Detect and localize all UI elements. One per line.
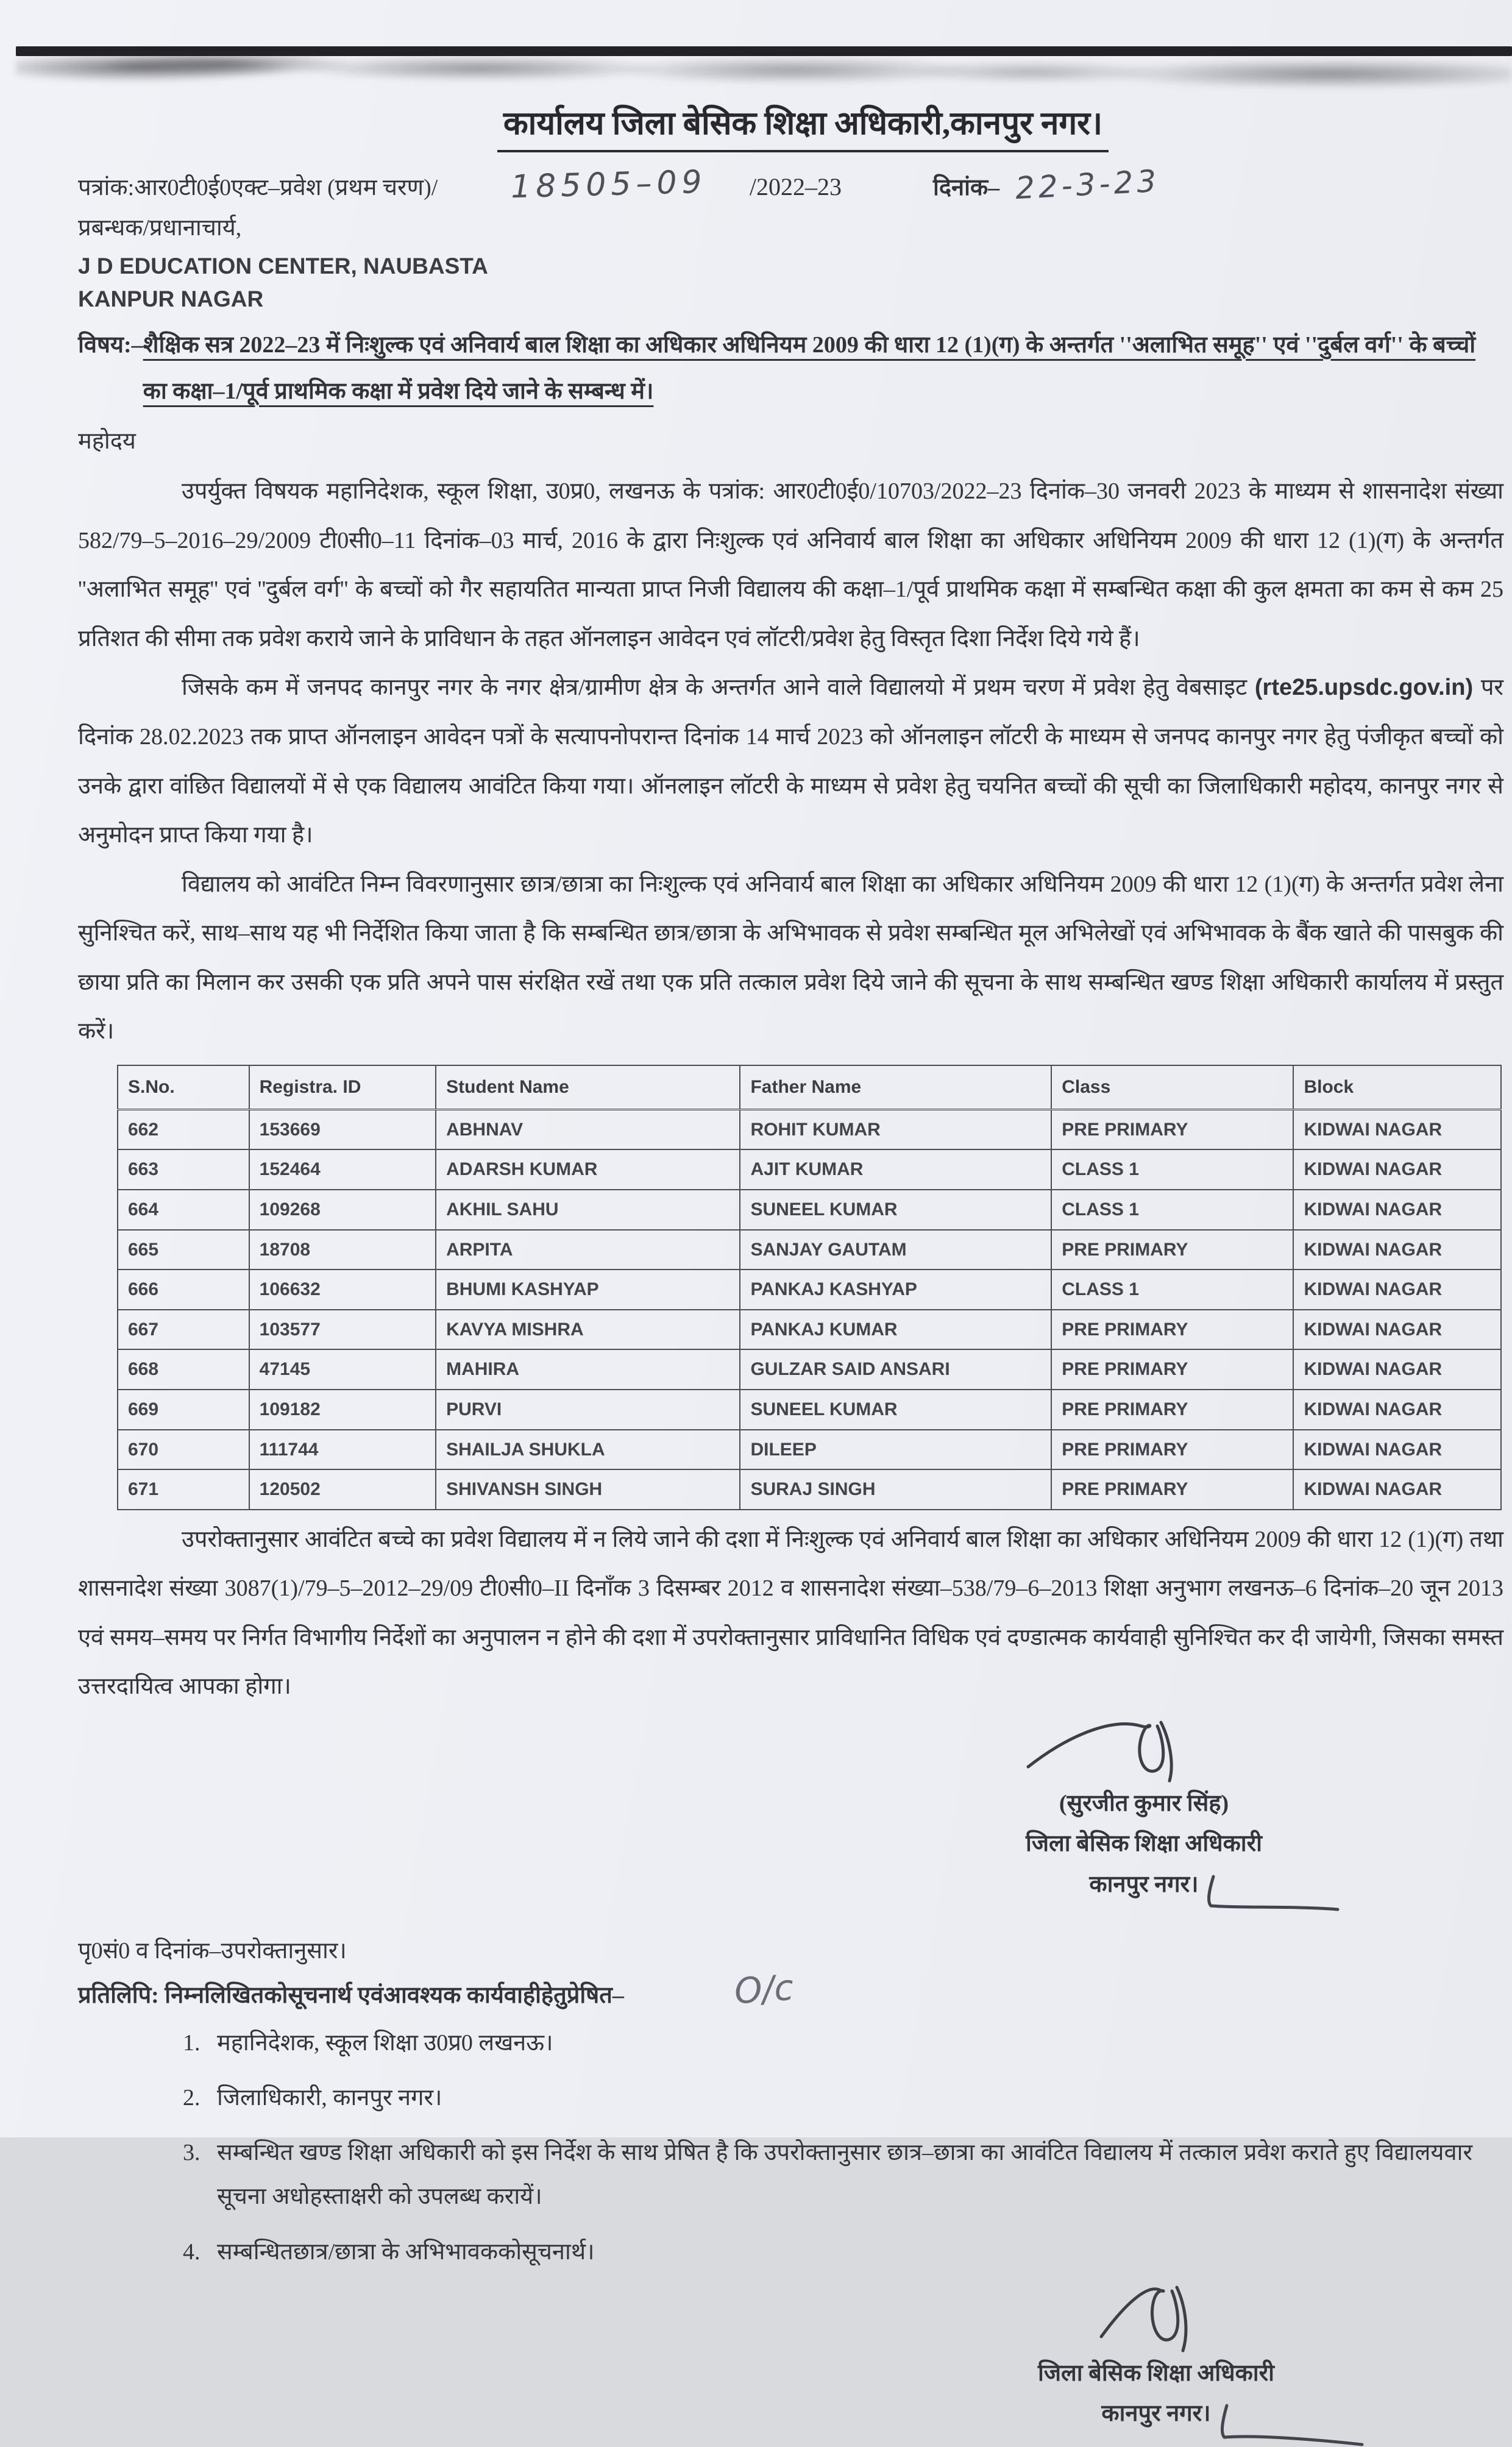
addressee-district: KANPUR NAGAR (78, 286, 264, 312)
table-cell: 665 (118, 1230, 249, 1270)
table-header-row (118, 1065, 1501, 1110)
signature-flourish-2 (1215, 2404, 1367, 2447)
copy-list-item: 2. जिलाधिकारी, कानपुर नगर। (206, 2076, 1472, 2120)
signatory-place-text-1: कानपुर नगर। (1089, 1871, 1199, 1897)
table-cell: SUNEEL KUMAR (740, 1190, 1051, 1230)
table-cell: KIDWAI NAGAR (1293, 1230, 1501, 1270)
table-cell: 120502 (249, 1469, 436, 1510)
table-header-cell: Class (1051, 1065, 1293, 1110)
para2-post: पर दिनांक 28.02.2023 तक प्राप्त ऑनलाइन आवेदन पत्रों के सत्यापनोपरान्त दिनांक 14 मार्च 2023 को ऑनलाइन लॉटरी के माध्यम से जनपद कानपुर नगर हेतु पंजीकृत बच्चों को उनके द्वारा वांछित विद्यालयों में से एक विद्यालय आवंटित किया गया। ऑनलाइन लॉटरी के माध्यम से प्रवेश हेतु चयनित बच्चों की सूची का जिलाधिकारी महोदय, कानपुर नगर से अनुमोदन प्राप्त किया गया है। (78, 675, 1503, 848)
table-header-cell: Registra. ID (249, 1065, 436, 1110)
students-table (117, 1065, 1502, 1510)
table-cell: 663 (118, 1149, 249, 1190)
table-cell: 667 (118, 1310, 249, 1350)
endorsement-ref: पृ0सं0 व दिनांक–उपरोक्तानुसार। (78, 1938, 347, 1964)
table-cell: SHIVANSH SINGH (436, 1469, 740, 1510)
table-cell: 18708 (249, 1230, 436, 1270)
table-cell: 664 (118, 1190, 249, 1230)
table-header-cell: S.No. (118, 1065, 249, 1110)
table-cell: PRE PRIMARY (1051, 1430, 1293, 1470)
table-cell: CLASS 1 (1051, 1190, 1293, 1230)
table-header-cell: Block (1293, 1065, 1501, 1110)
table-row (118, 1270, 1501, 1310)
signature-flourish-1 (1202, 1875, 1343, 1912)
addressee-school: J D EDUCATION CENTER, NAUBASTA (78, 254, 488, 279)
table-row (118, 1310, 1501, 1350)
body-paragraph-2 (78, 663, 1503, 859)
table-header-cell: Father Name (740, 1065, 1051, 1110)
table-cell: 666 (118, 1270, 249, 1310)
signatory-place-1 (912, 1864, 1375, 1905)
table-cell: PANKAJ KASHYAP (740, 1270, 1051, 1310)
students-table-head (118, 1065, 1501, 1110)
date-handwritten: 22-3-23 (1014, 163, 1161, 206)
addressee-designation: प्रबन्धक/प्रधानाचार्य, (78, 215, 242, 241)
table-cell: 669 (118, 1390, 249, 1430)
table-row (118, 1109, 1501, 1149)
table-cell: KIDWAI NAGAR (1293, 1270, 1501, 1310)
table-cell: ROHIT KUMAR (740, 1109, 1051, 1149)
body-paragraph-3: विद्यालय को आवंटित निम्न विवरणानुसार छात्र/छात्रा का निःशुल्क एवं अनिवार्य बाल शिक्षा का अधिकार अधिनियम 2009 की धारा 12 (1)(ग) के अन्तर्गत प्रवेश लेना सुनिश्चित करें, साथ–साथ यह भी निर्देशित किया जाता है कि सम्बन्धित छात्र/छात्रा के अभिभावक से प्रवेश सम्बन्धित मूल अभिलेखों एवं अभिभावक के बैंक खाते की पासबुक की छाया प्रति का मिलान कर उसकी एक प्रति अपने पास संरक्षित रखें तथा एक प्रति तत्काल प्रवेश दिये जाने की सूचना के साथ सम्बन्धित खण्ड शिक्षा अधिकारी कार्यालय में प्रस्तुत करें। (78, 871, 1503, 1045)
signatory-place-text-2: कानपुर नगर। (1101, 2401, 1211, 2427)
table-cell: 670 (118, 1430, 249, 1470)
table-row (118, 1190, 1501, 1230)
office-copy-notation: O/c (733, 1966, 795, 2012)
table-cell: 109182 (249, 1390, 436, 1430)
table-cell: AKHIL SAHU (436, 1190, 740, 1230)
signature-scribble-1 (1016, 1715, 1272, 1788)
signature-scribble-2 (1028, 2279, 1284, 2358)
table-cell: 662 (118, 1109, 249, 1149)
table-cell: 671 (118, 1469, 249, 1510)
subject-text: शैक्षिक सत्र 2022–23 में निःशुल्क एवं अनिवार्य बाल शिक्षा का अधिकार अधिनियम 2009 की धारा 12 (1)(ग) के अन्तर्गत ''अलाभित समूह'' एवं ''दुर्बल वर्ग'' के बच्चों का कक्षा–1/पूर्व प्राथमिक कक्षा में प्रवेश दिये जाने के सम्बन्ध में। (143, 332, 1476, 404)
table-cell: PANKAJ KUMAR (740, 1310, 1051, 1350)
table-cell: 152464 (249, 1149, 436, 1190)
table-row (118, 1430, 1501, 1470)
table-cell: KIDWAI NAGAR (1293, 1430, 1501, 1470)
copy-list-item: 1. महानिदेशक, स्कूल शिक्षा उ0प्र0 लखनऊ। (206, 2021, 1472, 2065)
table-cell: 153669 (249, 1109, 436, 1149)
table-cell: SURAJ SINGH (740, 1469, 1051, 1510)
ref-year: /2022–23 (749, 172, 842, 201)
office-title: कार्यालय जिला बेसिक शिक्षा अधिकारी,कानपुर नगर। (497, 105, 1109, 152)
table-cell: DILEEP (740, 1430, 1051, 1470)
table-cell: PRE PRIMARY (1051, 1349, 1293, 1390)
letterhead (102, 102, 1503, 152)
table-cell: CLASS 1 (1051, 1149, 1293, 1190)
table-cell: BHUMI KASHYAP (436, 1270, 740, 1310)
signatory-title-2: जिला बेसिक शिक्षा अधिकारी (1038, 2360, 1274, 2386)
table-cell: PRE PRIMARY (1051, 1469, 1293, 1510)
ref-printed-text: पत्रांक:आर0टी0ई0एक्ट–प्रवेश (प्रथम चरण)/ (78, 174, 438, 201)
signatory-title-1: जिला बेसिक शिक्षा अधिकारी (1026, 1831, 1262, 1857)
table-cell: KIDWAI NAGAR (1293, 1190, 1501, 1230)
table-cell: KIDWAI NAGAR (1293, 1149, 1501, 1190)
table-cell: KIDWAI NAGAR (1293, 1310, 1501, 1350)
table-cell: PRE PRIMARY (1051, 1230, 1293, 1270)
table-cell: KIDWAI NAGAR (1293, 1349, 1501, 1390)
table-cell: SUNEEL KUMAR (740, 1390, 1051, 1430)
table-cell: AJIT KUMAR (740, 1149, 1051, 1190)
signatory-place-2 (925, 2393, 1388, 2434)
table-cell: PRE PRIMARY (1051, 1109, 1293, 1149)
body-paragraph-4: उपरोक्तानुसार आवंटित बच्चे का प्रवेश विद्यालय में न लिये जाने की दशा में निःशुल्क एवं अनिवार्य बाल शिक्षा का अधिकार अधिनियम 2009 की धारा 12 (1)(ग) तथा शासनादेश संख्या 3087(1)/79–5–2012–29/09 टी0सी0–II दिनाँक 3 दिसम्बर 2012 व शासनादेश संख्या–538/79–6–2013 शिक्षा अनुभाग लखनऊ–6 दिनांक–20 जून 2013 एवं समय–समय पर निर्गत विभागीय निर्देशों का अनुपालन न होने की दशा में उपरोक्तानुसार प्राविधानित विधिक एवं दण्डात्मक कार्यवाही सुनिश्चित कर दी जायेगी, जिसका समस्त उत्तरदायित्व आपका होगा। (78, 1526, 1503, 1700)
table-cell: CLASS 1 (1051, 1270, 1293, 1310)
copy-list (78, 2021, 1503, 2274)
signature-block-2 (925, 2279, 1388, 2434)
copy-list-item: 3. सम्बन्धित खण्ड शिक्षा अधिकारी को इस निर्देश के साथ प्रेषित है कि उपरोक्तानुसार छात्र–छात्रा का आवंटित विद्यालय में तत्काल प्रवेश कराते हुए विद्यालयवार सूचना अधोहस्ताक्षरी को उपलब्ध करायें। (206, 2131, 1472, 2218)
subject-label: विषय:– (78, 332, 143, 358)
para2-pre: जिसके कम में जनपद कानपुर नगर के नगर क्षेत्र/ग्रामीण क्षेत्र के अन्तर्गत आने वाले विद्यालयो में प्रथम चरण में प्रवेश हेतु वेबसाइट (182, 675, 1255, 701)
table-row (118, 1149, 1501, 1190)
table-cell: PURVI (436, 1390, 740, 1430)
table-cell: 109268 (249, 1190, 436, 1230)
table-cell: ADARSH KUMAR (436, 1149, 740, 1190)
table-cell: KIDWAI NAGAR (1293, 1390, 1501, 1430)
table-cell: 103577 (249, 1310, 436, 1350)
table-cell: KAVYA MISHRA (436, 1310, 740, 1350)
table-row (118, 1230, 1501, 1270)
reference-line (78, 161, 1503, 208)
subject-line (78, 322, 1503, 414)
table-cell: ABHNAV (436, 1109, 740, 1149)
table-cell: PRE PRIMARY (1051, 1310, 1293, 1350)
students-table-body (118, 1109, 1501, 1509)
signature-block-1 (912, 1715, 1375, 1905)
table-cell: 47145 (249, 1349, 436, 1390)
table-row (118, 1390, 1501, 1430)
table-cell: SHAILJA SHUKLA (436, 1430, 740, 1470)
table-cell: ARPITA (436, 1230, 740, 1270)
table-cell: KIDWAI NAGAR (1293, 1109, 1501, 1149)
salutation: महोदय (78, 428, 136, 454)
date-label: दिनांक– (933, 174, 1000, 201)
table-header-cell: Student Name (436, 1065, 740, 1110)
table-cell: MAHIRA (436, 1349, 740, 1390)
rte-website-text: (rte25.upsdc.gov.in) (1254, 675, 1474, 701)
table-row (118, 1349, 1501, 1390)
table-cell: 668 (118, 1349, 249, 1390)
table-row (118, 1469, 1501, 1510)
table-cell: SANJAY GAUTAM (740, 1230, 1051, 1270)
ref-number-handwritten: 18505–09 (510, 163, 708, 205)
table-cell: GULZAR SAID ANSARI (740, 1349, 1051, 1390)
copy-heading: प्रतिलिपि: निम्नलिखितकोसूचनार्थ एवंआवश्यक कार्यवाहीहेतुप्रेषित– (78, 1982, 624, 2008)
signatory-name: (सुरजीत कुमार सिंह) (1059, 1790, 1229, 1816)
table-cell: 106632 (249, 1270, 436, 1310)
table-cell: 111744 (249, 1430, 436, 1470)
table-cell: KIDWAI NAGAR (1293, 1469, 1501, 1510)
copy-list-item: 4. सम्बन्धितछात्र/छात्रा के अभिभावककोसूचनार्थ। (206, 2230, 1472, 2274)
table-cell: PRE PRIMARY (1051, 1390, 1293, 1430)
body-paragraph-1: उपर्युक्त विषयक महानिदेशक, स्कूल शिक्षा, उ0प्र0, लखनऊ के पत्रांक: आर0टी0ई0/10703/2022–23 दिनांक–30 जनवरी 2023 के माध्यम से शासनादेश संख्या 582/79–5–2016–29/2009 टी0सी0–11 दिनांक–03 मार्च, 2016 के द्वारा निःशुल्क एवं अनिवार्य बाल शिक्षा का अधिकार अधिनियम 2009 की धारा 12 (1)(ग) के अन्तर्गत ''अलाभित समूह'' एवं ''दुर्बल वर्ग'' के बच्चों को गैर सहायतित मान्यता प्राप्त निजी विद्यालय की कक्षा–1/पूर्व प्राथमिक कक्षा में सम्बन्धित कक्षा की कुल क्षमता का कम से कम 25 प्रतिशत की सीमा तक प्रवेश कराये जाने के प्राविधान के तहत ऑनलाइन आवेदन एवं लॉटरी/प्रवेश हेतु विस्तृत दिशा निर्देश दिये गये हैं। (78, 478, 1503, 652)
